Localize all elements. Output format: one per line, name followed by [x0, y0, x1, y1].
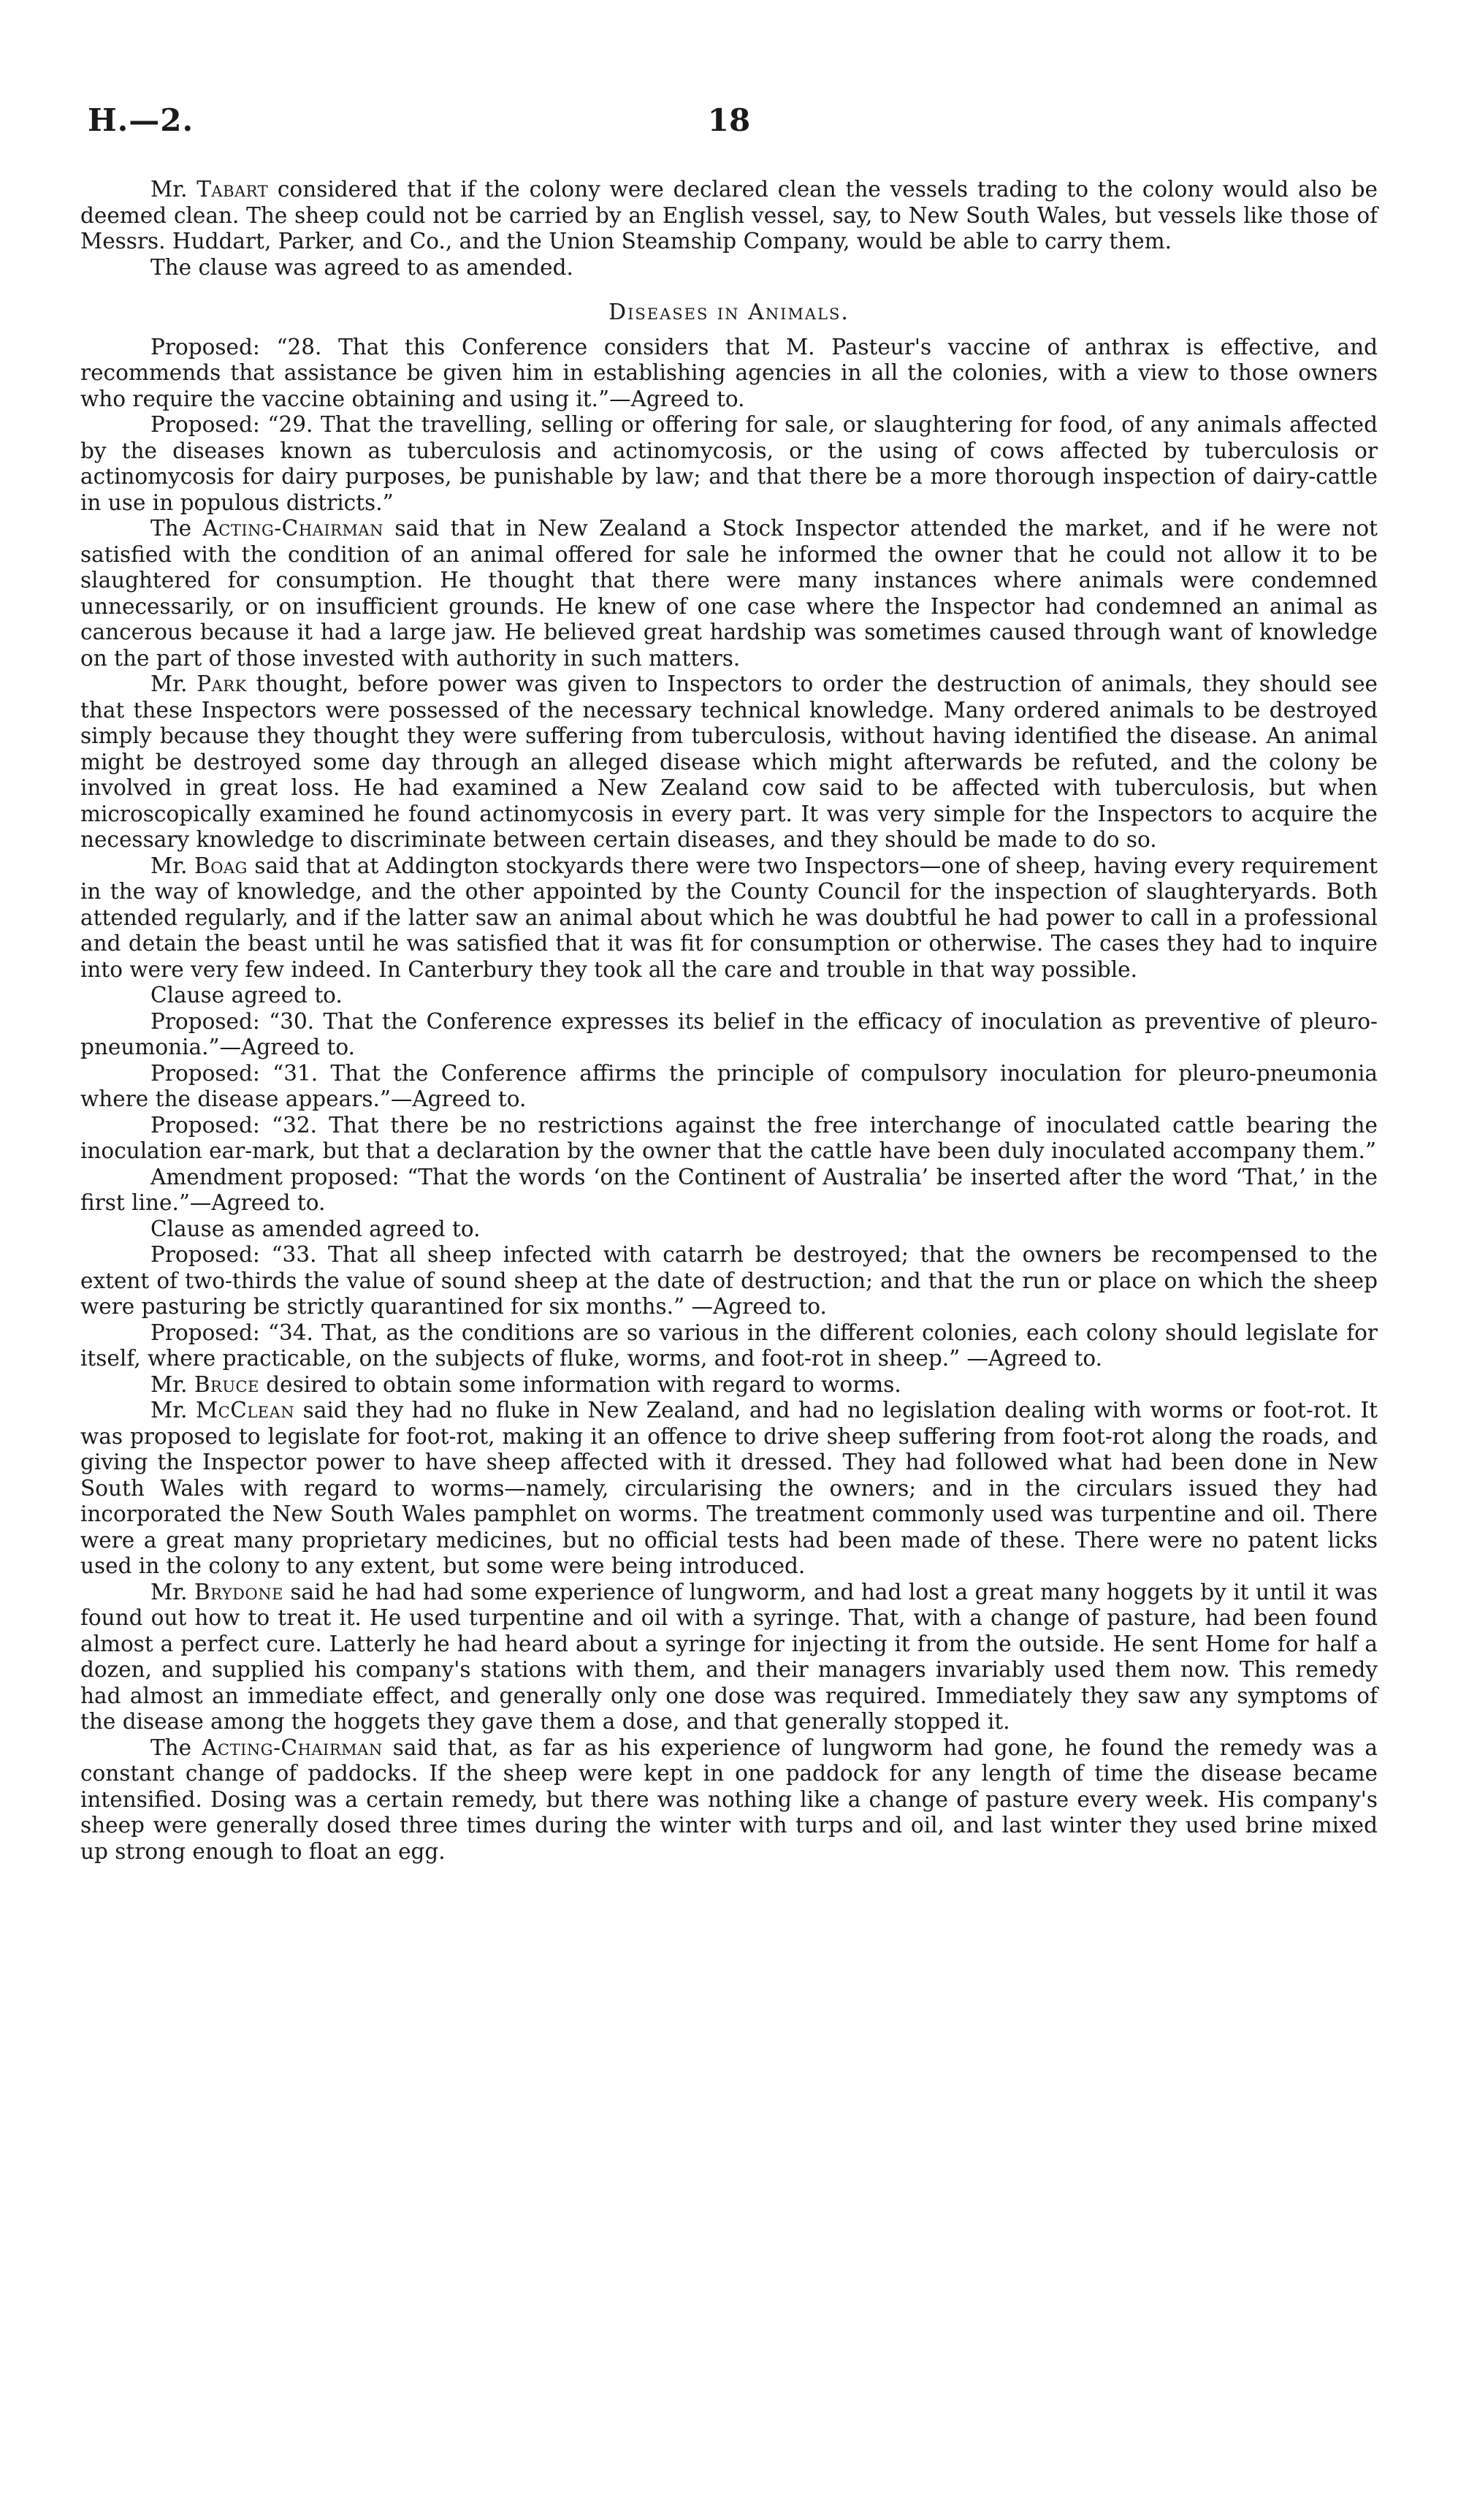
paragraph-clause-agreed: The clause was agreed to as amended. — [150, 254, 573, 280]
speaker-name: McClean — [195, 1398, 295, 1423]
paragraph-proposal-30: Proposed: “30. That the Conference expresses its belief in the efficacy of inoculation as preventive of pleuro-pneumonia.”—Agreed to. — [80, 1008, 1378, 1059]
paragraph-clause-amended: Clause as amended agreed to. — [150, 1216, 481, 1241]
speaker-name: Tabart — [196, 177, 269, 202]
document-code: H.—2. — [88, 102, 194, 138]
paragraph-brydone: Mr. Brydone said he had had some experience of lungworm, and had lost a great many hoggets by it until it was found out how to treat it. He used turpentine and oil with a syringe. That, with a change of pasture, had been found almost a perfect cure. Latterly he had heard about a syringe for injecting it from the outside. He sent Home for half a dozen, and supplied his company's stations with them, and their managers invariably used them now. This remedy had almost an immediate effect, and generally only one dose was required. Immediately they saw any symptoms of the disease among the hoggets they gave them a dose, and that generally stopped it. — [80, 1579, 1378, 1734]
page-number: 18 — [707, 102, 751, 138]
paragraph-clause-agreed-2: Clause agreed to. — [150, 983, 343, 1008]
paragraph-proposal-31: Proposed: “31. That the Conference affirms the principle of compulsory inoculation for pleuro-pneumonia where the disease appears.”—Agreed to. — [80, 1060, 1378, 1111]
speaker-name: Acting-Chairman — [202, 1735, 383, 1760]
speaker-name: Boag — [194, 853, 248, 878]
paragraph-proposal-32: Proposed: “32. That there be no restrictions against the free interchange of inoculated cattle bearing the inoculation ear-mark, but that a declaration by the owner that the cattle have been duly inoculated accompany them.” — [80, 1112, 1378, 1163]
document-body — [80, 177, 1378, 1865]
paragraph-acting-chairman-2: The Acting-Chairman said that, as far as his experience of lungworm had gone, he found the remedy was a constant change of paddocks. If the sheep were kept in one paddock for any length of time the disease became intensified. Dosing was a certain remedy, but there was nothing like a change of pasture every week. His company's sheep were generally dosed three times during the winter with turps and oil, and last winter they used brine mixed up strong enough to float an egg. — [80, 1735, 1378, 1864]
paragraph-boag: Mr. Boag said that at Addington stockyards there were two Inspectors—one of sheep, having every requirement in the way of knowledge, and the other appointed by the County Council for the inspection of slaughteryards. Both attended regularly, and if the latter saw an animal about which he was doubtful he had power to call in a professional and detain the beast until he was satisfied that it was fit for consumption or otherwise. The cases they had to inquire into were very few indeed. In Canterbury they took all the care and trouble in that way possible. — [80, 853, 1378, 982]
paragraph-proposal-33: Proposed: “33. That all sheep infected with catarrh be destroyed; that the owners be recompensed to the extent of two-thirds the value of sound sheep at the date of destruction; and that the run or place on which the sheep were pasturing be strictly quarantined for six months.” —Agreed to. — [80, 1242, 1378, 1319]
paragraph-acting-chairman-1: The Acting-Chairman said that in New Zealand a Stock Inspector attended the market, and if he were not satisfied with the condition of an animal offered for sale he informed the owner that he could not allow it to be slaughtered for consumption. He thought that there were many instances where animals were condemned unnecessarily, or on insufficient grounds. He knew of one case where the Inspector had condemned an animal as cancerous because it had a large jaw. He believed great hardship was sometimes caused through want of knowledge on the part of those invested with authority in such matters. — [80, 516, 1378, 671]
paragraph-park: Mr. Park thought, before power was given to Inspectors to order the destruction of animals, they should see that these Inspectors were possessed of the necessary technical knowledge. Many ordered animals to be destroyed simply because they thought they were suffering from tuberculosis, without having identified the disease. An animal might be destroyed some day through an alleged disease which might afterwards be refuted, and the colony be involved in great loss. He had examined a New Zealand cow said to be affected with tuberculosis, but when microscopically examined he found actinomycosis in every part. It was very simple for the Inspectors to acquire the necessary knowledge to discriminate between certain diseases, and they should be made to do so. — [80, 671, 1378, 852]
speaker-name: Bruce — [194, 1371, 259, 1397]
speaker-name: Acting-Chairman — [202, 516, 383, 541]
paragraph-tabart: Mr. Tabart considered that if the colony were declared clean the vessels trading to the colony would also be deemed clean. The sheep could not be carried by an English vessel, say, to New South Wales, but vessels like those of Messrs. Huddart, Parker, and Co., and the Union Steamship Company, would be able to carry them. — [80, 177, 1378, 254]
paragraph-proposal-28: Proposed: “28. That this Conference considers that M. Pasteur's vaccine of anthrax is effective, and recommends that assistance be given him in establishing agencies in all the colonies, with a view to those owners who require the vaccine obtaining and using it.”—Agreed to. — [80, 334, 1378, 411]
speaker-name: Brydone — [194, 1579, 283, 1604]
section-heading: Diseases in Animals. — [608, 300, 850, 325]
paragraph-mcclean: Mr. McClean said they had no fluke in New Zealand, and had no legislation dealing with worms or foot-rot. It was proposed to legislate for foot-rot, making it an offence to drive sheep suffering from foot-rot along the roads, and giving the Inspector power to have sheep affected with it dressed. They had followed what had been done in New South Wales with regard to worms—namely, circularising the owners; and in the circulars issued they had incorporated the New South Wales pamphlet on worms. The treatment commonly used was turpentine and oil. There were a great many proprietary medicines, but no official tests had been made of these. There were no patent licks used in the colony to any extent, but some were being introduced. — [80, 1398, 1378, 1578]
paragraph-amendment: Amendment proposed: “That the words ‘on the Continent of Australia’ be inserted after the word ‘That,’ in the first line.”—Agreed to. — [80, 1164, 1378, 1215]
paragraph-proposal-34: Proposed: “34. That, as the conditions are so various in the different colonies, each colony should legislate for itself, where practicable, on the subjects of fluke, worms, and foot-rot in sheep.” —Agreed to. — [80, 1320, 1378, 1371]
paragraph-proposal-29: Proposed: “29. That the travelling, selling or offering for sale, or slaughtering for food, of any animals affected by the diseases known as tuberculosis and actinomycosis, or the using of cows affected by tuberculosis or actinomycosis for dairy purposes, be punishable by law; and that there be a more thorough inspection of dairy-cattle in use in populous districts.” — [80, 412, 1378, 515]
speaker-name: Park — [196, 671, 247, 696]
page-header — [80, 88, 1378, 146]
paragraph-bruce: Mr. Bruce desired to obtain some information with regard to worms. — [150, 1371, 901, 1397]
